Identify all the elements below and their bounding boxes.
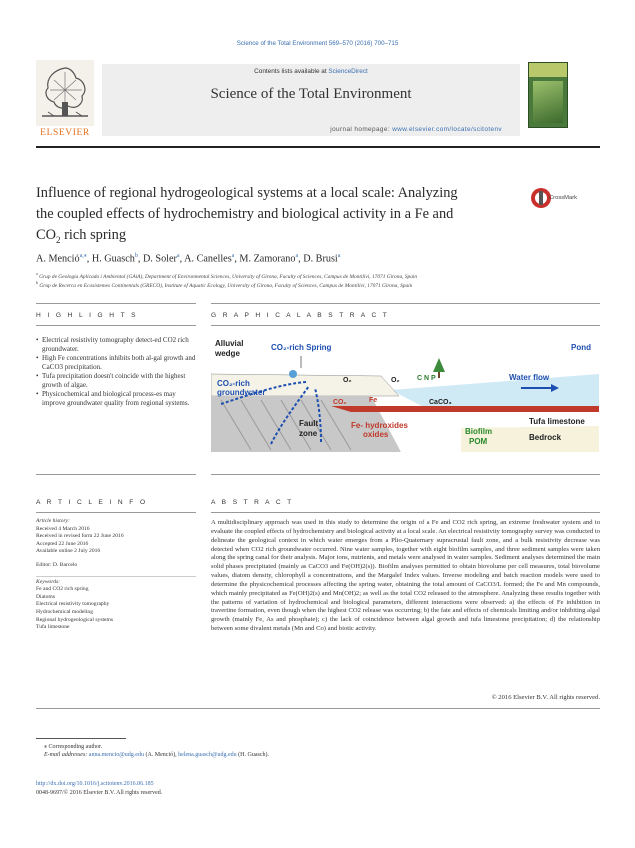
homepage-prefix: journal homepage: [330, 126, 393, 133]
email-addresses-note: E-mail addresses: anna.mencio@udg.edu (A. Menció), helena.guasch@udg.edu (H. Guasch). [44, 752, 269, 758]
ga-label-o2-a: O₂ [343, 377, 352, 384]
ga-label-co2: CO₂ [333, 399, 347, 406]
ga-label-fehyd-2: oxides [363, 430, 389, 439]
keyword-item: Electrical resistivity tomography [36, 601, 110, 608]
ga-label-o2-b: O₂ [391, 377, 400, 384]
ga-label-pond: Pond [571, 343, 591, 352]
ga-label-bedrock: Bedrock [529, 433, 562, 442]
author-name[interactable]: M. Zamorano [239, 253, 296, 265]
homepage-link[interactable]: www.elsevier.com/locate/scitotenv [392, 126, 502, 133]
ga-label-fe: Fe [369, 397, 378, 404]
keyword-item: Fe and CO2 rich spring [36, 586, 89, 593]
email-link[interactable]: anna.mencio@udg.edu [88, 752, 144, 758]
abstract-bottom-rule [36, 708, 600, 709]
ga-label-tufa: Tufa limestone [529, 417, 585, 426]
email-link[interactable]: helena.guasch@udg.edu [178, 752, 237, 758]
article-info-top-rule [36, 474, 196, 475]
article-info-heading-rule [36, 512, 196, 513]
ga-label-gw1: CO₂-rich [217, 379, 250, 388]
abstract-heading-rule [211, 512, 600, 513]
crossmark-label: CrossMark [549, 195, 578, 201]
abstract-heading: A B S T R A C T [211, 499, 294, 506]
highlights-heading-rule [36, 325, 196, 326]
graphical-abstract-heading: G R A P H I C A L A B S T R A C T [211, 312, 390, 319]
doi-link[interactable]: http://dx.doi.org/10.1016/j.scitotenv.2016.06.185 [36, 781, 154, 787]
affiliation-b: $^b$ Grup de Recerca en Ecosistemes Continentals (GRECO), Institute of Aquatic Ecology, University of Girona, Faculty of Sciences, Campus de Montilivi, 17071 Girona, Spain [36, 280, 413, 289]
affiliation-a: $^a$ Grup de Geologia Aplicada i Ambiental (GAiA), Department of Environmental Sciences, University of Girona, Faculty of Sciences, Campus de Montilivi, 17071 Girona, Spain [36, 271, 418, 280]
highlight-item: • Electrical resistivity tomography detect-ed CO2 rich groundwater. [36, 336, 196, 354]
graphical-abstract-figure [211, 334, 599, 452]
article-info [36, 518, 196, 632]
author-name[interactable]: A. Canelles [184, 253, 232, 265]
issn-copyright-line: 0048-9697/© 2016 Elsevier B.V. All rights reserved. [36, 790, 163, 796]
keywords-rule [36, 576, 196, 577]
ga-label-spring: CO₂-rich Spring [271, 343, 332, 352]
author-name[interactable]: D. Soler [142, 253, 177, 265]
footnote-rule [36, 738, 126, 739]
ga-label-water-flow: Water flow [509, 373, 550, 382]
graphical-abstract-heading-rule [211, 325, 600, 326]
ga-label-alluvial: Alluvial [215, 339, 244, 348]
graphical-abstract-rule [211, 303, 600, 304]
keyword-item: Diatoms [36, 593, 55, 600]
keywords-label: Keywords: [36, 578, 61, 585]
corresponding-author-note: ⁎ Corresponding author. [44, 744, 103, 750]
ga-label-fehyd-1: Fe- hydroxides [351, 421, 408, 430]
ga-label-gw2: groundwater [217, 388, 266, 397]
history-item: Available online 2 July 2016 [36, 548, 101, 555]
highlight-item: • High Fe concentrations inhibits both al-gal growth and CaCO3 precipitation. [36, 354, 196, 372]
author-list: A. Menció$^{a,⁎}$, H. Guasch$^b$, D. Soler$^a$, A. Canelles$^a$, M. Zamorano$^a$, D. Brusi$^a$ [36, 253, 341, 265]
author-name[interactable]: A. Menció [36, 253, 80, 265]
publisher-name: ELSEVIER [40, 128, 90, 138]
title-line-1: Influence of regional hydrogeological systems at a local scale: Analyzing [36, 185, 458, 201]
contents-available-line [102, 68, 520, 75]
highlight-item: • Tufa precipitation doesn't coincide with the highest growth of algae. [36, 372, 196, 390]
highlights-rule [36, 303, 196, 304]
ga-label-wedge: wedge [215, 349, 240, 358]
article-title [36, 183, 506, 251]
history-label: Article history: [36, 518, 71, 524]
highlights-heading: H I G H L I G H T S [36, 312, 138, 319]
sciencedirect-link[interactable]: ScienceDirect [328, 68, 368, 75]
abstract-text: A multidisciplinary approach was used in this study to determine the origin of a Fe and CO2 rich spring, an extreme freshwater system and to evaluate the coupled effects of hydrochemistry and biological activity at a local scale. An electrical resistivity tomography survey was conducted to delineate the geological context in which water emerges from a Plio-Quaternary supracrustal fault zone, and a bulk resistivity decrease was detected when CO2 rich groundwater occurred. Nine water samples, together with eight biofilm samples, and three sediment samples were taken along the spring canal for their analysis. Major ions, nutrients, and metals were analysed in water samples. Sediment analyses determined the main solid phases precipitated (mainly as CaCO3 and Fe(OH)2(s)). Biofilm analyses permitted to obtain biovolume per cell measures, total biovolume values, diatom density, chlorophyll a concentrations, and the Margalef Index values. Inverse modeling and batch reaction models were used to determine the physicochemical processes affecting the spring water, obtaining the total amount of CaCO3/L formed; the Fe and Mn compounds, which mainly precipitated as Fe(OH)2(s) and Mn(OH)2; as well as the total CO2 released to the atmosphere. Analyzing these results together with the patterns of variation of hydrochemical and biological parameters, different interactions were observed: a) the effects of Fe inhibition in travertine formation, even though when the highest CO2 release was occurring; b) the fate and effects of chemicals limiting and/or inhibiting algal growth (mainly Fe, As and phosphate); c) the lack of coincidence between algal growth and tufa limestone precipitation; d) the relationship between some divalent metals (Mn and Co) and biotic activity. [211, 519, 600, 633]
history-item: Received 4 March 2016 [36, 525, 90, 532]
editor-line: Editor: D. Barcelo [36, 561, 78, 568]
abstract-copyright: © 2016 Elsevier B.V. All rights reserved. [491, 694, 600, 701]
history-item: Received in revised form 22 June 2016 [36, 533, 124, 540]
ga-label-fault-2: zone [299, 429, 318, 438]
article-info-heading: A R T I C L E I N F O [36, 499, 148, 506]
keyword-item: Tufa limestone [36, 624, 70, 631]
ga-label-caco3: CaCO₃ [429, 399, 452, 406]
journal-title: Science of the Total Environment [210, 86, 412, 102]
ga-label-pom: POM [469, 437, 488, 446]
journal-homepage-line [102, 126, 520, 133]
highlight-item: • Physicochemical and biological process-es may improve groundwater quality from regional systems. [36, 390, 196, 408]
author-name[interactable]: H. Guasch [91, 253, 135, 265]
header-divider [36, 146, 600, 148]
keyword-item: Hydrochemical modeling [36, 608, 94, 615]
highlights-list [36, 336, 196, 408]
abstract-top-rule [211, 474, 600, 475]
journal-citation[interactable]: Science of the Total Environment 569–570 (2016) 700–715 [236, 40, 399, 47]
title-line-2: the coupled effects of hydrochemistry and biological activity in a Fe and [36, 206, 454, 222]
title-line-3: $CO_2$ rich spring [36, 227, 127, 245]
ga-label-cnp: C N P [417, 375, 436, 382]
author-name[interactable]: D. Brusi [303, 253, 338, 265]
history-item: Accepted 22 June 2016 [36, 540, 89, 547]
contents-prefix: Contents lists available at [254, 68, 329, 75]
ga-label-fault-1: Fault [299, 419, 319, 428]
journal-cover-thumbnail [528, 62, 568, 128]
elsevier-tree-logo [36, 60, 94, 138]
keyword-item: Regional hydrogeological systems [36, 616, 114, 623]
ga-label-biofilm: Biofilm [465, 427, 493, 436]
